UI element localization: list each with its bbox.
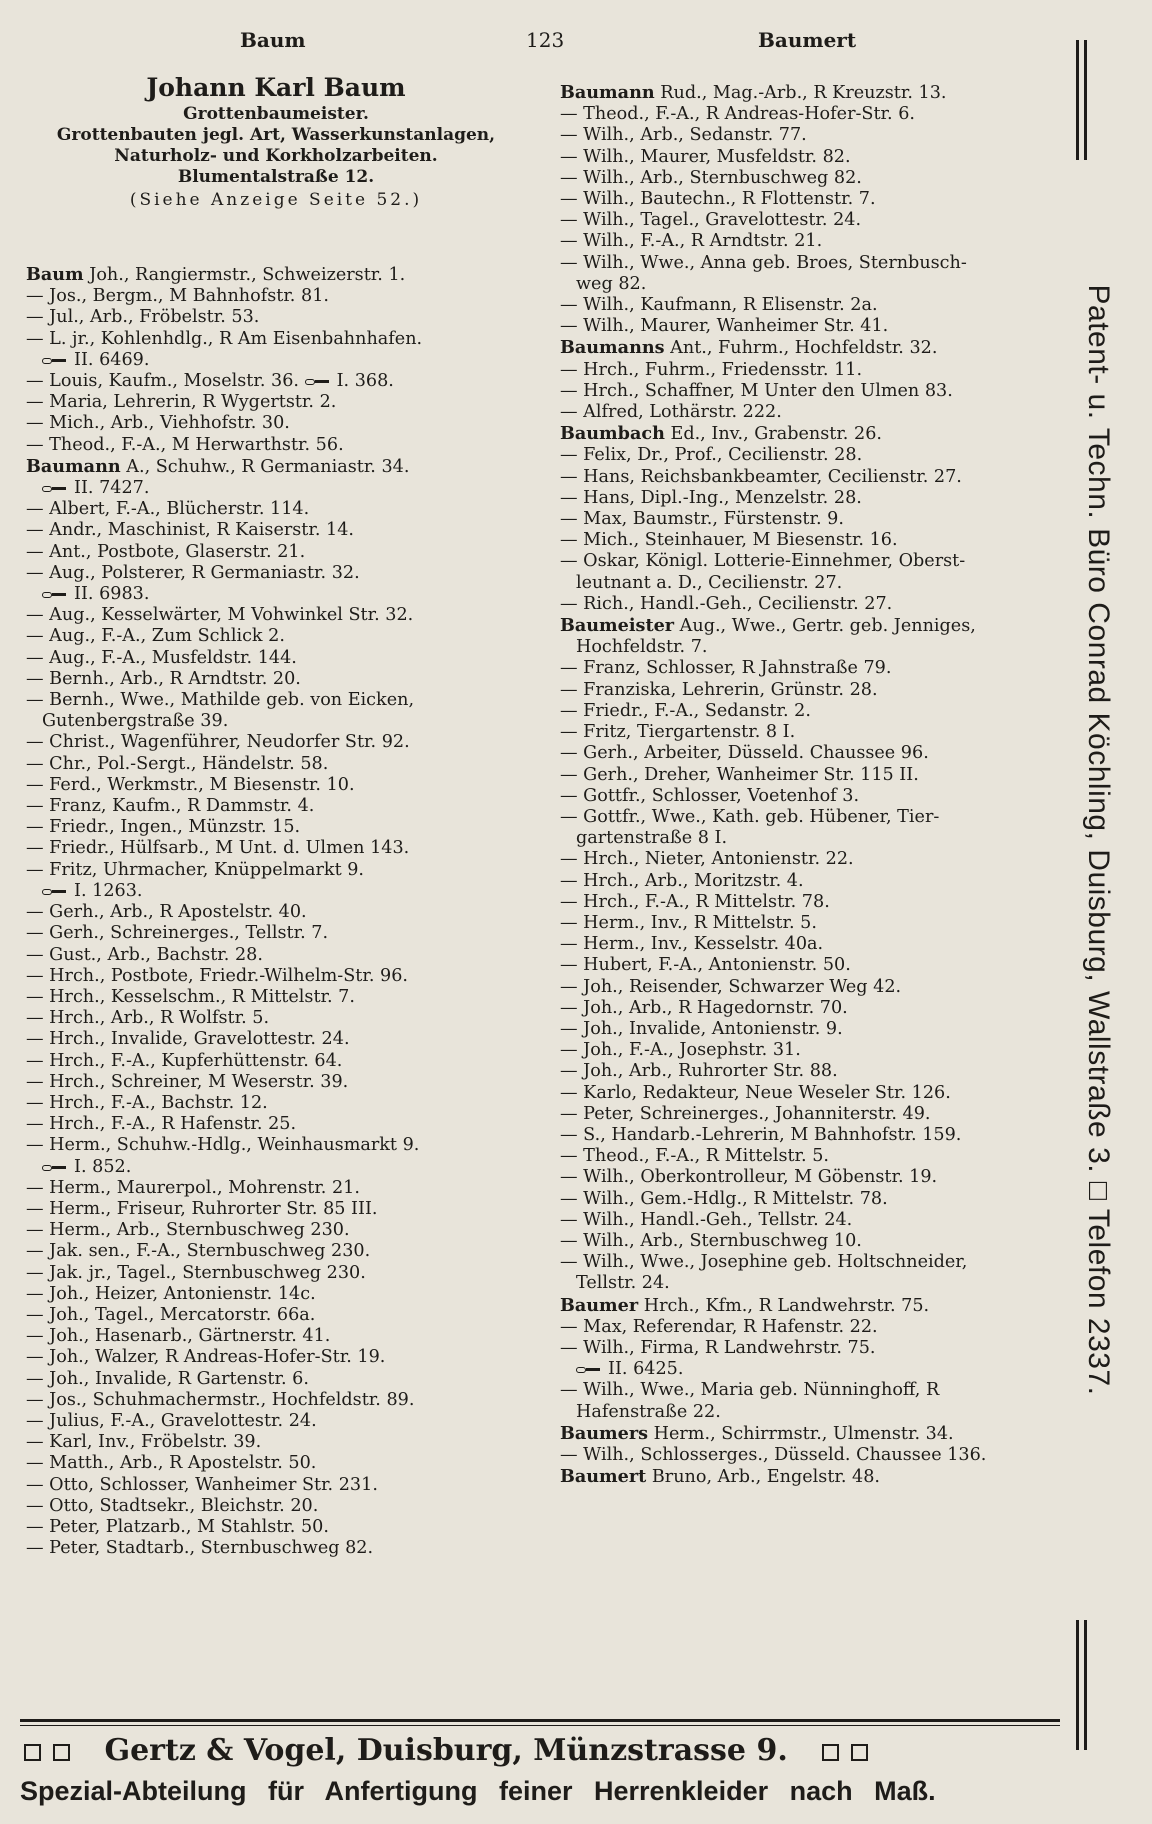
- entry-text: — Gottfr., Wwe., Kath. geb. Hübener, Tier-: [560, 806, 940, 827]
- directory-entry: [560, 701, 1040, 722]
- ad-name: Johann Karl Baum: [146, 73, 406, 102]
- entry-text: — Aug., Polsterer, R Germaniastr. 32.: [26, 562, 360, 583]
- directory-entry: [26, 1114, 556, 1135]
- directory-entry: [26, 711, 556, 732]
- directory-entry: [560, 871, 1040, 892]
- directory-entry: [26, 1475, 556, 1496]
- directory-entry: [560, 934, 1040, 955]
- entry-text: — Max, Baumstr., Fürstenstr. 9.: [560, 509, 844, 530]
- entry-text: — S., Handarb.-Lehrerin, M Bahnhofstr. 159.: [560, 1124, 962, 1145]
- entry-text: — Wilh., Oberkontrolleur, M Göbenstr. 19.: [560, 1167, 938, 1188]
- entry-text: — Hrch., F.-A., R Hafenstr. 25.: [26, 1114, 297, 1135]
- telephone-icon: [42, 356, 68, 364]
- directory-entry: [26, 307, 556, 328]
- directory-entry: [560, 423, 1040, 445]
- entry-text: Bruno, Arb., Engelstr. 48.: [646, 1467, 881, 1488]
- entry-text: — Joh., Arb., R Hagedornstr. 70.: [560, 997, 848, 1018]
- directory-entry: [560, 551, 1040, 572]
- entry-text: — Fritz, Tiergartenstr. 8 I.: [560, 722, 796, 743]
- directory-entry: [26, 1538, 556, 1559]
- entry-text: — Theod., F.-A., M Herwarthstr. 56.: [26, 434, 344, 455]
- directory-entry: [26, 626, 556, 647]
- directory-entry: [26, 838, 556, 859]
- directory-entry: [26, 478, 556, 499]
- entry-text: — Otto, Stadtsekr., Bleichstr. 20.: [26, 1495, 319, 1516]
- entry-text: — Wilh., Schlosserges., Düsseld. Chaussee 136.: [560, 1445, 987, 1465]
- entry-text: — Hrch., Nieter, Antonienstr. 22.: [560, 849, 854, 870]
- directory-entry: [26, 945, 556, 966]
- directory-entry: [560, 849, 1040, 870]
- directory-entry: [560, 360, 1040, 381]
- entry-text: — Joh., Tagel., Mercatorstr. 66a.: [26, 1304, 316, 1325]
- directory-entry: [26, 1390, 556, 1411]
- entry-text: — Gottfr., Schlosser, Voetenhof 3.: [560, 785, 860, 806]
- surname: Baumann: [560, 82, 655, 103]
- entry-text: — Karlo, Redakteur, Neue Weseler Str. 126.: [560, 1082, 951, 1103]
- entry-text: — Franziska, Lehrerin, Grünstr. 28.: [560, 679, 878, 700]
- entry-text: — Oskar, Königl. Lotterie-Einnehmer, Oberst-: [560, 551, 966, 572]
- surname: Baumbach: [560, 423, 665, 445]
- entry-text: — Hrch., Schreiner, M Weserstr. 39.: [26, 1071, 349, 1092]
- entry-text: — Franz, Schlosser, R Jahnstraße 79.: [560, 658, 892, 679]
- entry-text: — Joh., Invalide, Antonienstr. 9.: [560, 1018, 843, 1039]
- directory-entry: [560, 658, 1040, 679]
- header-left: Baum: [240, 28, 306, 52]
- entry-text: — Wilh., Kaufmann, R Elisenstr. 2a.: [560, 295, 878, 316]
- surname: Baumanns: [560, 337, 665, 359]
- directory-entry: [26, 1284, 556, 1305]
- entry-text: — Hans, Dipl.-Ing., Menzelstr. 28.: [560, 487, 862, 508]
- ad-line: Naturholz- und Korkholzarbeiten.: [114, 146, 438, 166]
- entry-text: — Jul., Arb., Fröbelstr. 53.: [26, 307, 260, 328]
- directory-entry: [560, 82, 1040, 104]
- directory-entry: [560, 467, 1040, 488]
- entry-text: — Wilh., Firma, R Landwehrstr. 75.: [560, 1337, 876, 1358]
- entry-text: — Hrch., F.-A., R Mittelstr. 78.: [560, 891, 830, 912]
- entry-text: — Jak. sen., F.-A., Sternbuschweg 230.: [26, 1241, 371, 1262]
- directory-entry: [26, 1199, 556, 1220]
- square-icon: [851, 1744, 868, 1761]
- entry-text: — Wilh., Wwe., Anna geb. Broes, Sternbusch-: [560, 252, 967, 273]
- entry-text: — Wilh., Gem.-Hdlg., R Mittelstr. 78.: [560, 1188, 888, 1209]
- footer-ad-line2: Spezial-Abteilung für Anfertigung feiner Herrenkleider nach Maß.: [20, 1776, 936, 1806]
- surname: Baumer: [560, 1294, 639, 1316]
- directory-entry: [560, 530, 1040, 551]
- directory-entry: [26, 923, 556, 944]
- directory-entry: [560, 445, 1040, 466]
- directory-entry: [560, 1083, 1040, 1104]
- directory-entry: [26, 1305, 556, 1326]
- directory-entry: [26, 1008, 556, 1029]
- entry-text: — Ferd., Werkmstr., M Biesenstr. 10.: [26, 774, 355, 795]
- footer-rule: [20, 1725, 1060, 1726]
- directory-entry: [560, 1252, 1040, 1273]
- surname: Baumers: [560, 1422, 649, 1444]
- entry-text: — Wilh., F.-A., R Arndtstr. 21.: [560, 231, 823, 252]
- entry-text: — Julius, F.-A., Gravelottestr. 24.: [26, 1410, 317, 1431]
- directory-entry: [26, 1496, 556, 1517]
- directory-entry: [26, 1411, 556, 1432]
- directory-entry: [560, 1189, 1040, 1210]
- directory-entry: [26, 1093, 556, 1114]
- entry-text: — Otto, Schlosser, Wanheimer Str. 231.: [26, 1474, 378, 1495]
- directory-entry: [26, 350, 556, 371]
- square-icon: [822, 1744, 839, 1761]
- directory-entry: [26, 860, 556, 881]
- entry-text: — Wilh., Arb., Sedanstr. 77.: [560, 125, 807, 146]
- directory-entry: [560, 1295, 1040, 1317]
- directory-entry: [560, 1445, 1040, 1466]
- entry-text: — Chr., Pol.-Sergt., Händelstr. 58.: [26, 753, 329, 774]
- entry-text: — Alfred, Lothärstr. 222.: [560, 402, 782, 423]
- telephone-number: II. 6425.: [608, 1359, 684, 1380]
- directory-entry: [26, 1220, 556, 1241]
- entry-text: weg 82.: [576, 273, 647, 294]
- entry-text: — Joh., Heizer, Antonienstr. 14c.: [26, 1283, 316, 1304]
- directory-entry: [560, 1317, 1040, 1338]
- directory-entry: [560, 402, 1040, 423]
- directory-entry: [560, 786, 1040, 807]
- entry-text: — Hrch., Arb., Moritzstr. 4.: [560, 870, 804, 891]
- entry-text: — Herm., Inv., Kesselstr. 40a.: [560, 934, 824, 955]
- directory-entry: [560, 210, 1040, 231]
- directory-entry: [26, 1241, 556, 1262]
- entry-text: — Jos., Bergm., M Bahnhofstr. 81.: [26, 286, 329, 307]
- entry-text: — Hrch., Arb., R Wolfstr. 5.: [26, 1008, 270, 1029]
- telephone-icon: [305, 377, 331, 385]
- entry-text: Hrch., Kfm., R Landwehrstr. 75.: [638, 1295, 930, 1316]
- entry-text: Ant., Fuhrm., Hochfeldstr. 32.: [664, 338, 938, 359]
- side-ad-text: Patent- u. Techn. Büro Conrad Köchling, Duisburg, Wallstraße 3. □ Telefon 2337.: [1082, 284, 1115, 1396]
- directory-entry: [26, 902, 556, 923]
- directory-entry: [560, 231, 1040, 252]
- directory-entry: [26, 1135, 556, 1156]
- directory-entry: [26, 392, 556, 413]
- entry-text: — Mich., Steinhauer, M Biesenstr. 16.: [560, 530, 898, 551]
- directory-entry: [560, 1167, 1040, 1188]
- telephone-icon: [576, 1365, 602, 1373]
- entry-text: — Friedr., F.-A., Sedanstr. 2.: [560, 700, 811, 721]
- entry-text: — Aug., Kesselwärter, M Vohwinkel Str. 32.: [26, 605, 414, 626]
- directory-entry: [560, 104, 1040, 125]
- telephone-number: I. 852.: [74, 1156, 132, 1177]
- entry-text: — Theod., F.-A., R Mittelstr. 5.: [560, 1146, 829, 1167]
- directory-entry: [560, 168, 1040, 189]
- directory-entry: [560, 765, 1040, 786]
- entry-text: — Herm., Schuhw.-Hdlg., Weinhausmarkt 9.: [26, 1135, 420, 1156]
- entry-text: A., Schuhw., R Germaniastr. 34.: [120, 456, 410, 477]
- advertisement-box: [26, 72, 526, 211]
- directory-entry: [560, 615, 1040, 637]
- footer-ad-text: Gertz & Vogel, Duisburg, Münzstrasse 9.: [104, 1733, 788, 1768]
- directory-entry: [560, 274, 1040, 295]
- entry-text: — L. jr., Kohlenhdlg., R Am Eisenbahnhafen.: [26, 328, 423, 349]
- entry-text: — Gerh., Dreher, Wanheimer Str. 115 II.: [560, 764, 919, 785]
- directory-entry: [26, 456, 556, 478]
- directory-entry: [560, 488, 1040, 509]
- entry-text: — Joh., F.-A., Josephstr. 31.: [560, 1040, 801, 1061]
- directory-entry: [26, 754, 556, 775]
- telephone-icon: [42, 484, 68, 492]
- directory-entry: [26, 542, 556, 563]
- directory-entry: [560, 1040, 1040, 1061]
- directory-entry: [560, 743, 1040, 764]
- directory-entry: [26, 435, 556, 456]
- directory-entry: [26, 1369, 556, 1390]
- directory-entry: [26, 605, 556, 626]
- entry-text: — Max, Referendar, R Hafenstr. 22.: [560, 1316, 878, 1337]
- directory-entry: [560, 637, 1040, 658]
- surname: Baum: [26, 264, 84, 285]
- entry-text: — Hans, Reichsbankbeamter, Cecilienstr. 27.: [560, 466, 962, 487]
- telephone-number: I. 368.: [336, 371, 394, 392]
- directory-entry: [560, 1061, 1040, 1082]
- directory-entry: [26, 329, 556, 350]
- entry-text: Tellstr. 24.: [576, 1273, 670, 1294]
- ad-line: Blumentalstraße 12.: [177, 167, 375, 187]
- directory-entry: [560, 977, 1040, 998]
- entry-text: — Bernh., Arb., R Arndtstr. 20.: [26, 668, 301, 689]
- entry-text: leutnant a. D., Cecilienstr. 27.: [576, 572, 843, 593]
- ad-line: Grottenbauten jegl. Art, Wasserkunstanlagen,: [56, 125, 496, 145]
- entry-text: — Gerh., Schreinerges., Tellstr. 7.: [26, 923, 329, 944]
- entry-text: — Herm., Friseur, Ruhrorter Str. 85 III.: [26, 1198, 378, 1219]
- entry-text: — Joh., Arb., Ruhrorter Str. 88.: [560, 1061, 838, 1082]
- directory-entry: [560, 998, 1040, 1019]
- entry-text: — Joh., Walzer, R Andreas-Hofer-Str. 19.: [26, 1347, 386, 1368]
- directory-entry: [560, 253, 1040, 274]
- directory-entry: [560, 913, 1040, 934]
- entry-text: — Maria, Lehrerin, R Wygertstr. 2.: [26, 392, 337, 413]
- entry-text: — Felix, Dr., Prof., Cecilienstr. 28.: [560, 445, 863, 466]
- entry-text: — Bernh., Wwe., Mathilde geb. von Eicken,: [26, 690, 415, 711]
- entry-text: — Peter, Platzarb., M Stahlstr. 50.: [26, 1516, 329, 1537]
- side-rule: [1076, 40, 1087, 160]
- directory-entry: [26, 1051, 556, 1072]
- entry-text: — Peter, Schreinerges., Johanniterstr. 49.: [560, 1103, 931, 1124]
- entry-text: — Albert, F.-A., Blücherstr. 114.: [26, 499, 310, 520]
- entry-text: — Gerh., Arbeiter, Düsseld. Chaussee 96.: [560, 743, 929, 764]
- entry-text: — Wilh., Handl.-Geh., Tellstr. 24.: [560, 1209, 853, 1230]
- entry-text: — Andr., Maschinist, R Kaiserstr. 14.: [26, 520, 355, 541]
- telephone-number: II. 7427.: [74, 478, 150, 499]
- entry-text: — Herm., Inv., R Mittelstr. 5.: [560, 912, 817, 933]
- entry-text: — Aug., F.-A., Zum Schlick 2.: [26, 626, 285, 647]
- directory-entry: [26, 690, 556, 711]
- entry-text: — Peter, Stadtarb., Sternbuschweg 82.: [26, 1538, 374, 1559]
- entry-text: Hochfeldstr. 7.: [576, 637, 708, 658]
- entry-text: — Fritz, Uhrmacher, Knüppelmarkt 9.: [26, 859, 365, 880]
- directory-entry: [560, 125, 1040, 146]
- directory-entry: [26, 1453, 556, 1474]
- directory-entry: [560, 1146, 1040, 1167]
- entry-text: — Jak. jr., Tagel., Sternbuschweg 230.: [26, 1262, 366, 1283]
- directory-entry: [560, 1402, 1040, 1423]
- telephone-number: I. 1263.: [74, 880, 143, 901]
- directory-entry: [26, 648, 556, 669]
- entry-text: — Wilh., Arb., Sternbuschweg 10.: [560, 1230, 862, 1251]
- right-column: [560, 82, 1040, 1488]
- entry-text: — Hrch., Postbote, Friedr.-Wilhelm-Str. 96.: [26, 965, 409, 986]
- entry-text: — Wilh., Maurer, Musfeldstr. 82.: [560, 146, 851, 167]
- entry-text: — Christ., Wagenführer, Neudorfer Str. 92.: [26, 732, 410, 753]
- entry-text: — Friedr., Ingen., Münzstr. 15.: [26, 817, 301, 838]
- entry-text: Ed., Inv., Grabenstr. 26.: [664, 424, 882, 445]
- entry-text: — Wilh., Arb., Sternbuschweg 82.: [560, 167, 862, 188]
- directory-entry: [26, 987, 556, 1008]
- footer-rule: [20, 1719, 1060, 1722]
- directory-entry: [560, 680, 1040, 701]
- side-rule: [1076, 1620, 1087, 1750]
- entry-text: — Wilh., Wwe., Maria geb. Nünninghoff, R: [560, 1380, 940, 1401]
- entry-text: Rud., Mag.-Arb., R Kreuzstr. 13.: [654, 83, 947, 103]
- telephone-number: II. 6983.: [74, 584, 150, 605]
- directory-entry: [560, 1231, 1040, 1252]
- entry-text: — Louis, Kaufm., Moselstr. 36.: [26, 371, 299, 392]
- entry-text: — Friedr., Hülfsarb., M Unt. d. Ulmen 143.: [26, 838, 410, 859]
- entry-text: — Hrch., Invalide, Gravelottestr. 24.: [26, 1029, 350, 1050]
- directory-entry: [560, 381, 1040, 402]
- page-number: 123: [526, 28, 565, 52]
- directory-entry: [560, 573, 1040, 594]
- directory-entry: [26, 1432, 556, 1453]
- entry-text: — Hrch., F.-A., Bachstr. 12.: [26, 1092, 268, 1113]
- directory-entry: [560, 955, 1040, 976]
- entry-text: gartenstraße 8 I.: [576, 828, 728, 849]
- surname: Baumann: [26, 455, 121, 477]
- directory-entry: [560, 807, 1040, 828]
- entry-text: — Hrch., Fuhrm., Friedensstr. 11.: [560, 359, 863, 380]
- entry-text: Aug., Wwe., Gertr. geb. Jenniges,: [674, 616, 976, 637]
- directory-entry: [560, 828, 1040, 849]
- entry-text: — Mich., Arb., Viehhofstr. 30.: [26, 413, 290, 434]
- ad-reference: (Siehe Anzeige Seite 52.): [129, 190, 423, 210]
- directory-entry: [560, 1359, 1040, 1380]
- telephone-icon: [42, 590, 68, 598]
- directory-entry: [26, 796, 556, 817]
- entry-text: — Joh., Reisender, Schwarzer Weg 42.: [560, 976, 902, 997]
- directory-entry: [560, 722, 1040, 743]
- directory-entry: [26, 775, 556, 796]
- left-column: [26, 264, 556, 1559]
- entry-text: — Theod., F.-A., R Andreas-Hofer-Str. 6.: [560, 104, 915, 125]
- directory-entry: [26, 413, 556, 434]
- telephone-number: II. 6469.: [74, 349, 150, 370]
- telephone-icon: [42, 887, 68, 895]
- directory-entry: [26, 1178, 556, 1199]
- directory-entry: [26, 563, 556, 584]
- telephone-icon: [42, 1163, 68, 1171]
- side-advertisement: [1068, 40, 1148, 1750]
- directory-entry: [560, 189, 1040, 210]
- directory-entry: [26, 732, 556, 753]
- entry-text: Herm., Schirrmstr., Ulmenstr. 34.: [648, 1423, 954, 1444]
- directory-entry: [560, 1380, 1040, 1401]
- surname: Baumert: [560, 1466, 647, 1488]
- entry-text: — Hrch., F.-A., Kupferhüttenstr. 64.: [26, 1050, 343, 1071]
- directory-entry: [26, 669, 556, 690]
- directory-entry: [26, 286, 556, 307]
- directory-entry: [26, 520, 556, 541]
- entry-text: — Rich., Handl.-Geh., Cecilienstr. 27.: [560, 593, 893, 614]
- directory-entry: [26, 1072, 556, 1093]
- directory-entry: [560, 1338, 1040, 1359]
- directory-entry: [560, 509, 1040, 530]
- directory-entry: [560, 316, 1040, 337]
- entry-text: — Joh., Hasenarb., Gärtnerstr. 41.: [26, 1326, 331, 1347]
- directory-entry: [560, 892, 1040, 913]
- directory-entry: [560, 594, 1040, 615]
- directory-entry: [26, 817, 556, 838]
- entry-text: Joh., Rangiermstr., Schweizerstr. 1.: [83, 265, 406, 285]
- square-icon: [53, 1744, 70, 1761]
- entry-text: Gutenbergstraße 39.: [42, 711, 229, 732]
- directory-entry: [26, 1517, 556, 1538]
- entry-text: — Herm., Maurerpol., Mohrenstr. 21.: [26, 1177, 360, 1198]
- directory-entry: [560, 295, 1040, 316]
- entry-text: — Wilh., Tagel., Gravelottestr. 24.: [560, 210, 862, 231]
- entry-text: — Gust., Arb., Bachstr. 28.: [26, 944, 263, 965]
- directory-entry: [560, 1210, 1040, 1231]
- entry-text: — Matth., Arb., R Apostelstr. 50.: [26, 1453, 317, 1474]
- ad-line: Grottenbaumeister.: [183, 104, 369, 124]
- surname: Baumeister: [560, 615, 675, 637]
- header-right: Baumert: [758, 28, 857, 52]
- directory-entry: [26, 1326, 556, 1347]
- square-icon: [24, 1744, 41, 1761]
- directory-entry: [26, 1347, 556, 1368]
- directory-entry: [560, 1423, 1040, 1445]
- entry-text: — Wilh., Maurer, Wanheimer Str. 41.: [560, 316, 889, 337]
- directory-entry: [26, 1157, 556, 1178]
- entry-text: — Wilh., Bautechn., R Flottenstr. 7.: [560, 189, 876, 210]
- entry-text: — Hubert, F.-A., Antonienstr. 50.: [560, 955, 851, 976]
- directory-entry: [26, 371, 556, 392]
- directory-entry: [26, 881, 556, 902]
- directory-entry: [560, 1104, 1040, 1125]
- entry-text: — Ant., Postbote, Glaserstr. 21.: [26, 541, 306, 562]
- entry-text: — Gerh., Arb., R Apostelstr. 40.: [26, 902, 307, 923]
- entry-text: — Aug., F.-A., Musfeldstr. 144.: [26, 647, 297, 668]
- entry-text: — Wilh., Wwe., Josephine geb. Holtschneider,: [560, 1252, 968, 1273]
- directory-entry: [26, 264, 556, 286]
- directory-entry: [560, 1273, 1040, 1294]
- directory-entry: [560, 147, 1040, 168]
- directory-entry: [560, 1125, 1040, 1146]
- entry-text: — Herm., Arb., Sternbuschweg 230.: [26, 1220, 350, 1241]
- entry-text: — Karl, Inv., Fröbelstr. 39.: [26, 1432, 262, 1453]
- entry-text: — Hrch., Schaffner, M Unter den Ulmen 83.: [560, 380, 953, 401]
- entry-text: — Jos., Schuhmachermstr., Hochfeldstr. 89.: [26, 1389, 415, 1410]
- entry-text: — Hrch., Kesselschm., R Mittelstr. 7.: [26, 986, 355, 1007]
- entry-text: Hafenstraße 22.: [576, 1401, 721, 1422]
- directory-entry: [26, 499, 556, 520]
- directory-entry: [560, 1019, 1040, 1040]
- directory-entry: [26, 1263, 556, 1284]
- directory-entry: [560, 337, 1040, 359]
- directory-entry: [560, 1466, 1040, 1488]
- directory-entry: [26, 1029, 556, 1050]
- directory-entry: [26, 584, 556, 605]
- directory-entry: [26, 966, 556, 987]
- entry-text: — Franz, Kaufm., R Dammstr. 4.: [26, 796, 315, 817]
- entry-text: — Joh., Invalide, R Gartenstr. 6.: [26, 1368, 309, 1389]
- footer-ad-line1: [18, 1733, 1058, 1768]
